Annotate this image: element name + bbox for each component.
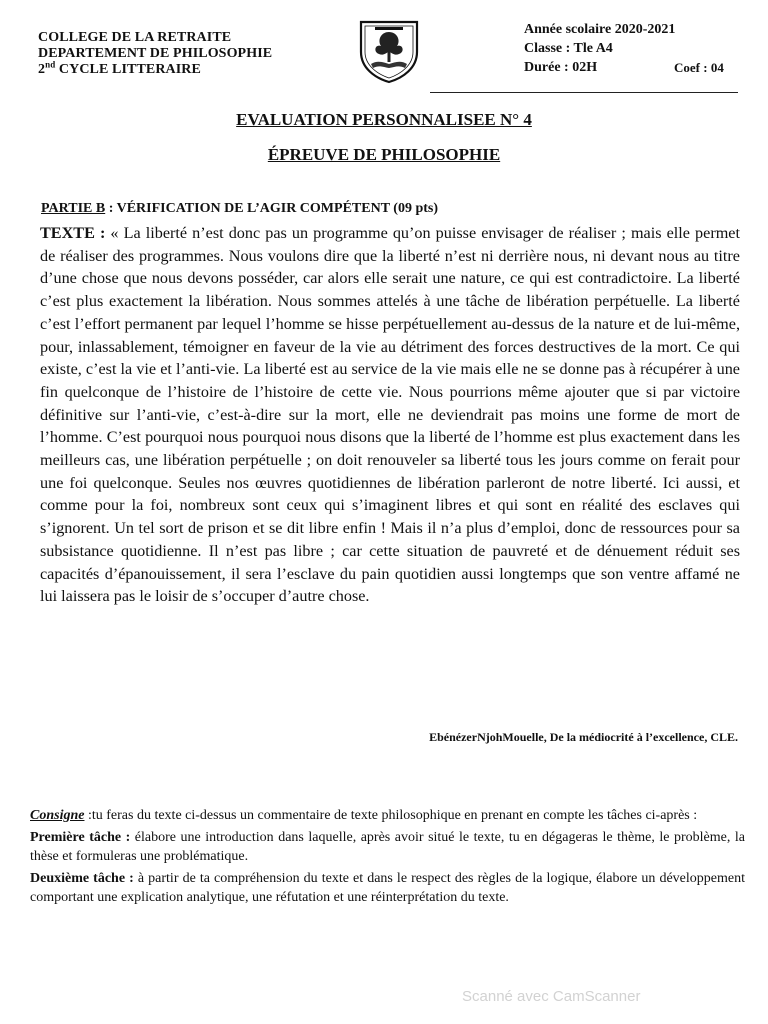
scanner-watermark: Scanné avec CamScanner <box>462 988 641 1005</box>
school-name: COLLEGE DE LA RETRAITE <box>38 30 232 45</box>
text-label: TEXTE : <box>40 224 106 242</box>
philosophy-text <box>40 222 740 608</box>
task-two: Deuxième tâche : à partir de ta compréhension du texte et dans le respect des règles de la logique, élabore un développement comportant une explication analytique, une réfutation et une réinterprétation du texte. <box>30 870 745 905</box>
school-year: Année scolaire 2020-2021 <box>524 22 676 37</box>
school-crest-icon <box>355 18 423 84</box>
text-body: « La liberté n’est donc pas un programme qu’on puisse envisager de réaliser ; mais elle permet de réaliser des programmes. Nous voulons dire que la liberté n’est ni derrière nous, ni devant nous au titre d’une chose que nous devons posséder, car alors elle serait une nature, ce qui est contradictoire. La liberté c’est plus exactement la libération. Nous sommes attelés à une tâche de libération perpétuelle. La liberté c’est l’effort permanent par lequel l’homme se hisse perpétuellement au-dessus de la nature et de lui-même, pour, inlassablement, témoigner en faveur de la vie au détriment des forces destructives de la mort. Ce qui existe, c’est la vie et l’anti-vie. La liberté est au service de la vie mais elle ne se donne pas à récupérer à une fin quelconque de l’histoire de l’histoire de cette vie. Nous pourrions même ajouter que si par victoire définitive sur l’anti-vie, c’est-à-dire sur la mort, elle ne deviendrait pas moins une forme de mort de l’homme. C’est pourquoi nous pourquoi nous disons que la liberté de l’homme est plus exactement dans les meilleurs cas, une libération perpétuelle ; on doit renouveler sa liberté tous les jours comme on ferait pour une foi quelconque. Seules nos œuvres quotidiennes de libération parleront de notre liberté. Ici aussi, et comme pour la foi, nombreux sont ceux qui s’imaginent libres et qui sont en réalité des esclaves qui s’ignorent. Un tel sort de prison et se dit libre enfin ! Mais il n’a plus d’emploi, donc de ressources pour sa subsistance quotidienne. Il n’est pas libre ; car cette situation de pauvreté et de dénuement réduit ses capacités d’épanouissement, il sera l’esclave du pain quotidien aussi longtemps que son ventre affamé ne lui laissera pas le loisir de s’occuper d’autre chose. <box>40 224 740 606</box>
coefficient-label: Coef : 04 <box>674 60 724 75</box>
instructions <box>30 806 745 910</box>
section-heading: PARTIE B : VÉRIFICATION DE L’AGIR COMPÉTENT (09 pts) <box>41 201 439 216</box>
subject-title: ÉPREUVE DE PHILOSOPHIE <box>267 145 501 164</box>
consigne-paragraph: Consigne :tu feras du texte ci-dessus un commentaire de texte philosophique en prenant en compte les tâches ci-après : <box>30 808 698 823</box>
evaluation-title: EVALUATION PERSONNALISEE N° 4 <box>236 110 532 129</box>
school-header <box>38 30 272 78</box>
header-rule <box>430 92 738 93</box>
department-name: DEPARTEMENT DE PHILOSOPHIE <box>38 46 273 61</box>
cycle-line: 2nd CYCLE LITTERAIRE <box>38 59 201 77</box>
duration-label: Durée : 02H <box>524 60 598 75</box>
class-label: Classe : Tle A4 <box>524 41 613 56</box>
exam-info <box>524 20 744 77</box>
task-one: Première tâche : élabore une introduction dans laquelle, après avoir situé le texte, tu en dégageras le thème, le problème, la thèse et formuleras une problématique. <box>30 829 745 864</box>
text-citation: EbénézerNjohMouelle, De la médiocrité à l’excellence, CLE. <box>429 730 738 744</box>
